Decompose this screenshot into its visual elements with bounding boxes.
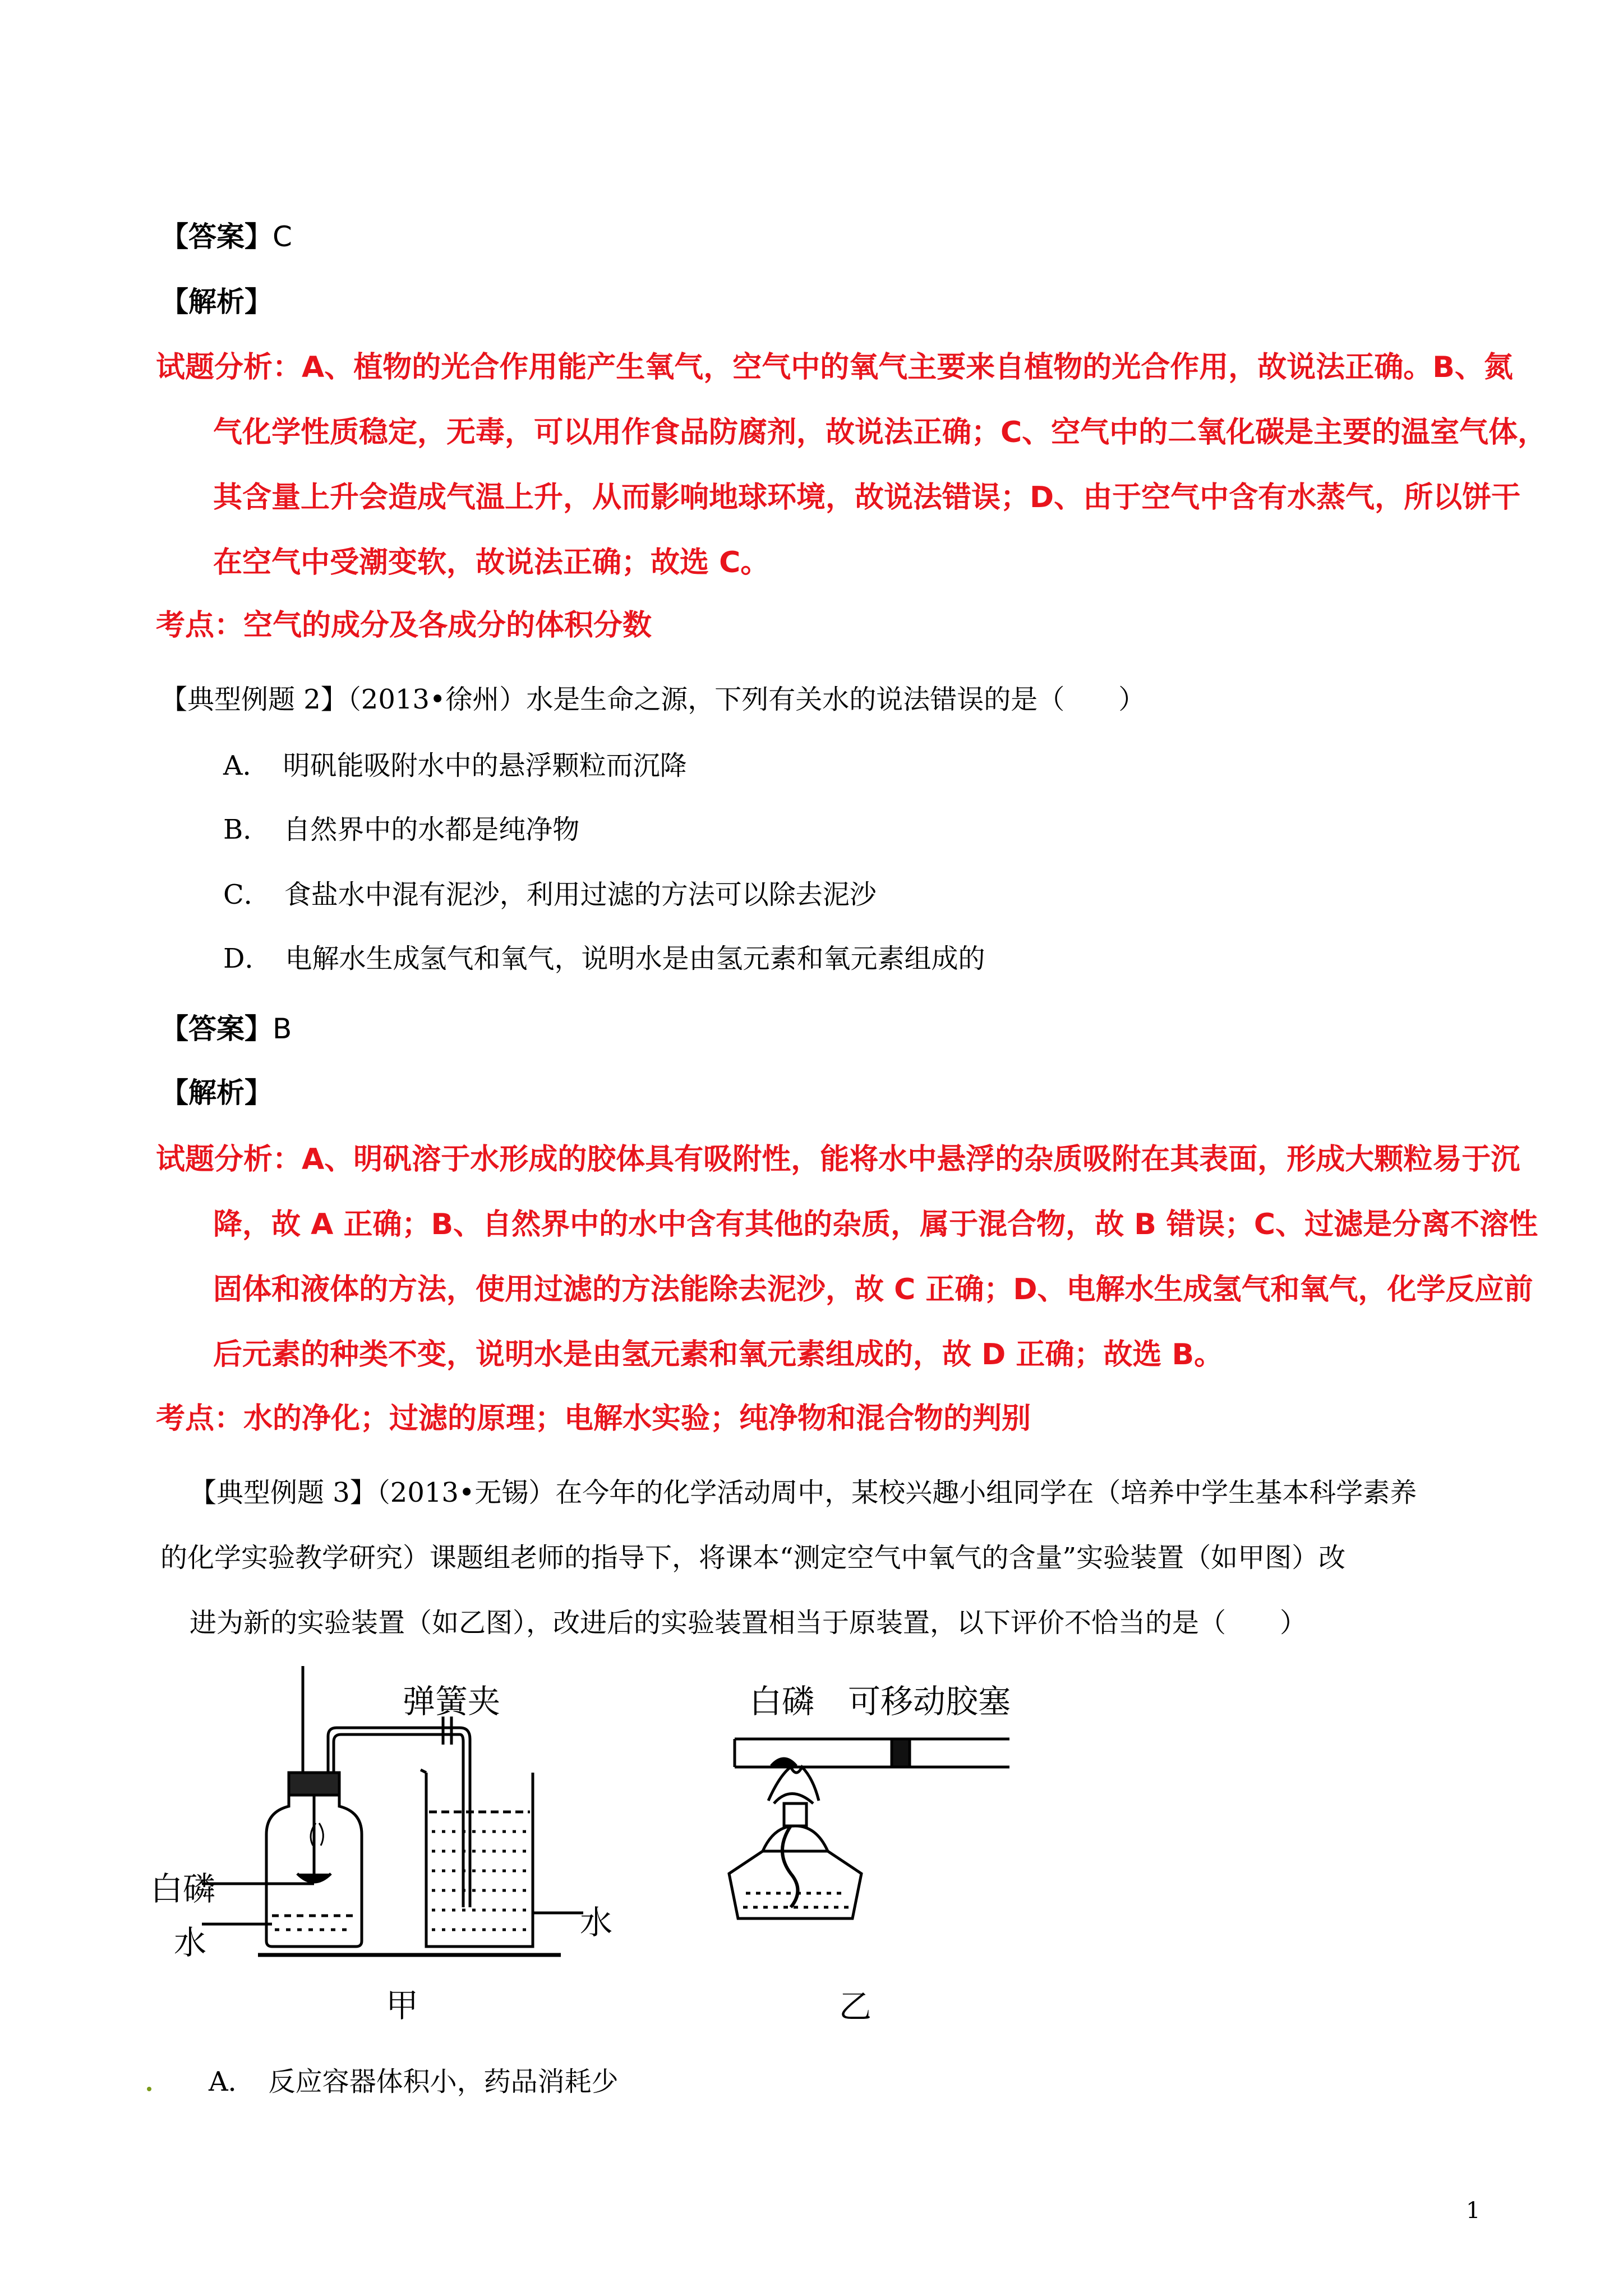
analysis-line: 其含量上升会造成气温上升，从而影响地球环境，故说法错误；D、由于空气中含有水蒸气，所以饼干	[213, 481, 1521, 514]
analysis-line: 试题分析：A、明矾溶于水形成的胶体具有吸附性，能将水中悬浮的杂质吸附在其表面，形成大颗粒易于沉	[156, 1143, 1520, 1176]
question-stem-line: 进为新的实验装置（如乙图），改进后的实验装置相当于原装置，以下评价不恰当的是（ ）	[190, 1607, 1307, 1639]
stopper-label: 可移动胶塞	[848, 1682, 1011, 1720]
water-label-right: 水	[580, 1903, 613, 1941]
question-stem-line: 的化学实验教学研究）课题组老师的指导下，将课本“测定空气中氧气的含量”实验装置（如甲图）改	[160, 1542, 1346, 1573]
kaodian: 考点：水的净化；过滤的原理；电解水实验；纯净物和混合物的判别	[156, 1402, 1031, 1435]
marker-dot	[147, 2087, 151, 2091]
answer-value: B	[273, 1013, 292, 1045]
answer-tag: 【答案】	[160, 220, 273, 253]
option-a: A． 反应容器体积小，药品消耗少	[209, 2066, 619, 2097]
analysis-tag: 【解析】	[160, 286, 273, 318]
water-label-left: 水	[174, 1924, 207, 1962]
option-d: D． 电解水生成氢气和氧气，说明水是由氢元素和氧元素组成的	[223, 943, 985, 974]
phosphorus-label: 白磷	[150, 1870, 216, 1908]
analysis-line: 在空气中受潮变软，故说法正确；故选 C。	[213, 546, 770, 579]
page-number: 1	[1466, 2198, 1481, 2224]
answer-value: C	[273, 220, 292, 253]
kaodian: 考点：空气的成分及各成分的体积分数	[156, 609, 652, 642]
caption-yi: 乙	[839, 1987, 872, 2026]
apparatus-jia-diagram	[146, 1660, 606, 1975]
question-stem-line: 【典型例题 3】（2013•无锡）在今年的化学活动周中，某校兴趣小组同学在（培养中学生基本科学素养	[190, 1477, 1417, 1508]
option-a: A． 明矾能吸附水中的悬浮颗粒而沉降	[223, 750, 687, 781]
analysis-line: 气化学性质稳定，无毒，可以用作食品防腐剂，故说法正确；C、空气中的二氧化碳是主要的温室气体，	[213, 416, 1547, 449]
analysis-line: 试题分析：A、植物的光合作用能产生氧气，空气中的氧气主要来自植物的光合作用，故说法正确。B、氮	[156, 351, 1513, 384]
clamp-label: 弹簧夹	[403, 1682, 501, 1720]
question-stem: 【典型例题 2】（2013•徐州）水是生命之源，下列有关水的说法错误的是（ ）	[160, 684, 1146, 715]
option-c: C． 食盐水中混有泥沙，利用过滤的方法可以除去泥沙	[223, 879, 877, 910]
analysis-tag: 【解析】	[160, 1076, 273, 1109]
phosphorus-label: 白磷	[749, 1682, 815, 1720]
analysis-line: 固体和液体的方法，使用过滤的方法能除去泥沙，故 C 正确；D、电解水生成氢气和氧气，化学反应前	[213, 1273, 1533, 1306]
caption-jia: 甲	[386, 1986, 419, 2024]
answer-tag: 【答案】	[160, 1013, 273, 1045]
analysis-line: 后元素的种类不变，说明水是由氢元素和氧元素组成的，故 D 正确；故选 B。	[213, 1338, 1224, 1372]
option-b: B． 自然界中的水都是纯净物	[223, 814, 580, 845]
analysis-line: 降，故 A 正确；B、自然界中的水中含有其他的杂质，属于混合物，故 B 错误；C、过滤是分离不溶性	[213, 1208, 1538, 1241]
apparatus-yi-diagram	[707, 1705, 1021, 1941]
